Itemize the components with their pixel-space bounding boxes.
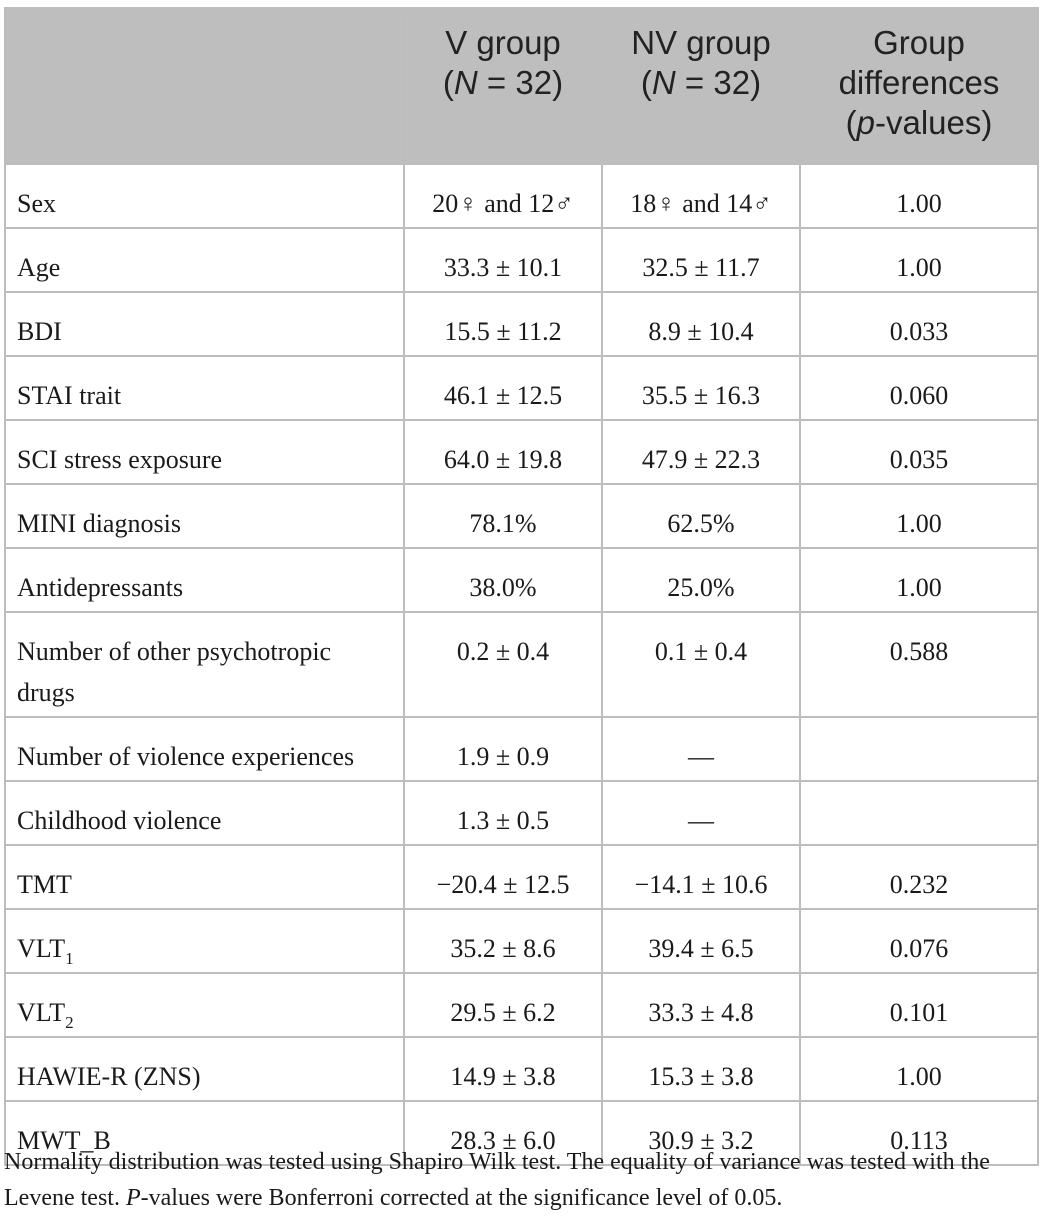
row-label — [5, 292, 404, 356]
v-group-value: 29.5 ± 6.2 — [404, 973, 602, 1037]
table-row — [5, 548, 1038, 612]
p-value: 0.588 — [800, 612, 1038, 717]
table-row — [5, 1037, 1038, 1101]
table-row — [5, 292, 1038, 356]
data-table — [4, 7, 1039, 1166]
nv-group-value: 30.9 ± 3.2 — [602, 1101, 800, 1165]
nv-group-value: 39.4 ± 6.5 — [602, 909, 800, 973]
row-label-text: MWT_B — [17, 1126, 111, 1155]
nv-group-value: 25.0% — [602, 548, 800, 612]
header-p-values — [800, 8, 1038, 164]
row-label — [5, 548, 404, 612]
v-group-value: 64.0 ± 19.8 — [404, 420, 602, 484]
p-value: 1.00 — [800, 1037, 1038, 1101]
p-value: 0.033 — [800, 292, 1038, 356]
nv-group-value: 8.9 ± 10.4 — [602, 292, 800, 356]
nv-group-value: 15.3 ± 3.8 — [602, 1037, 800, 1101]
v-group-value: 1.9 ± 0.9 — [404, 717, 602, 781]
nv-group-value: 33.3 ± 4.8 — [602, 973, 800, 1037]
row-label — [5, 164, 404, 228]
row-label — [5, 356, 404, 420]
p-value: 1.00 — [800, 228, 1038, 292]
v-group-value: 33.3 ± 10.1 — [404, 228, 602, 292]
row-label-text: MINI diagnosis — [17, 509, 181, 538]
nv-group-value: 35.5 ± 16.3 — [602, 356, 800, 420]
header-p-line3: (p-values) — [845, 104, 993, 141]
p-value — [800, 781, 1038, 845]
row-label-text: VLT — [17, 998, 66, 1027]
row-label — [5, 717, 404, 781]
row-label-text: Number of violence experiences — [17, 742, 355, 771]
v-group-value: 35.2 ± 8.6 — [404, 909, 602, 973]
v-group-value: 14.9 ± 3.8 — [404, 1037, 602, 1101]
table-footnote — [4, 1144, 1044, 1216]
p-value: 0.113 — [800, 1101, 1038, 1165]
p-value: 1.00 — [800, 484, 1038, 548]
table-row — [5, 973, 1038, 1037]
row-label-text: Number of other psychotropic drugs — [17, 637, 332, 707]
v-group-value: −20.4 ± 12.5 — [404, 845, 602, 909]
row-label-text: Age — [17, 253, 61, 282]
v-group-value: 0.2 ± 0.4 — [404, 612, 602, 717]
header-v-line2: (N = 32) — [442, 64, 564, 101]
header-row — [5, 8, 1038, 164]
table-row — [5, 612, 1038, 717]
nv-group-value: 62.5% — [602, 484, 800, 548]
p-value: 0.060 — [800, 356, 1038, 420]
row-label-text: BDI — [17, 317, 62, 346]
header-p-line1: Group — [873, 24, 965, 61]
row-label-text: VLT — [17, 934, 66, 963]
v-group-value: 46.1 ± 12.5 — [404, 356, 602, 420]
row-label — [5, 973, 404, 1037]
p-value: 1.00 — [800, 548, 1038, 612]
header-empty — [5, 8, 404, 164]
p-value: 0.076 — [800, 909, 1038, 973]
row-label — [5, 228, 404, 292]
nv-group-value: 0.1 ± 0.4 — [602, 612, 800, 717]
header-nv-group — [602, 8, 800, 164]
row-label-text: SCI stress exposure — [17, 445, 223, 474]
row-label-text: TMT — [17, 870, 72, 899]
v-group-value: 78.1% — [404, 484, 602, 548]
table-row — [5, 420, 1038, 484]
v-group-value: 1.3 ± 0.5 — [404, 781, 602, 845]
nv-group-value: 32.5 ± 11.7 — [602, 228, 800, 292]
header-p-line2: differences — [838, 64, 1000, 101]
row-label — [5, 909, 404, 973]
nv-group-value: −14.1 ± 10.6 — [602, 845, 800, 909]
p-value — [800, 717, 1038, 781]
header-nv-line2: (N = 32) — [640, 64, 762, 101]
row-label-text: HAWIE-R (ZNS) — [17, 1062, 201, 1091]
table-row — [5, 845, 1038, 909]
table-row — [5, 356, 1038, 420]
row-label — [5, 484, 404, 548]
v-group-value: 15.5 ± 11.2 — [404, 292, 602, 356]
table-row — [5, 164, 1038, 228]
row-label-text: Sex — [17, 189, 56, 218]
nv-group-value: — — [602, 781, 800, 845]
row-label-text: Childhood violence — [17, 806, 222, 835]
row-label — [5, 612, 404, 717]
row-label — [5, 845, 404, 909]
nv-group-value: — — [602, 717, 800, 781]
p-value: 1.00 — [800, 164, 1038, 228]
table-row — [5, 781, 1038, 845]
row-label — [5, 420, 404, 484]
row-label-text: Antidepressants — [17, 573, 184, 602]
row-label-subscript: 2 — [65, 1013, 74, 1032]
p-value: 0.232 — [800, 845, 1038, 909]
row-label-text: STAI trait — [17, 381, 122, 410]
header-v-group — [404, 8, 602, 164]
header-nv-line1: NV group — [631, 24, 771, 61]
footnote-part1: Normality distribution was tested using Shapiro Wilk test. The equality of variance was tested with the Levene test. — [4, 1149, 990, 1211]
header-v-line1: V group — [445, 24, 561, 61]
nv-group-value: 47.9 ± 22.3 — [602, 420, 800, 484]
table-row — [5, 228, 1038, 292]
v-group-value: 20♀ and 12♂ — [404, 164, 602, 228]
nv-group-value: 18♀ and 14♂ — [602, 164, 800, 228]
row-label-subscript: 1 — [65, 949, 74, 968]
row-label — [5, 1037, 404, 1101]
footnote-p-italic: P — [125, 1185, 141, 1211]
table-row — [5, 909, 1038, 973]
p-value: 0.035 — [800, 420, 1038, 484]
row-label — [5, 781, 404, 845]
v-group-value: 28.3 ± 6.0 — [404, 1101, 602, 1165]
footnote-part3: -values were Bonferroni corrected at the significance level of 0.05. — [140, 1185, 783, 1211]
table-row — [5, 717, 1038, 781]
table-row — [5, 484, 1038, 548]
v-group-value: 38.0% — [404, 548, 602, 612]
p-value: 0.101 — [800, 973, 1038, 1037]
